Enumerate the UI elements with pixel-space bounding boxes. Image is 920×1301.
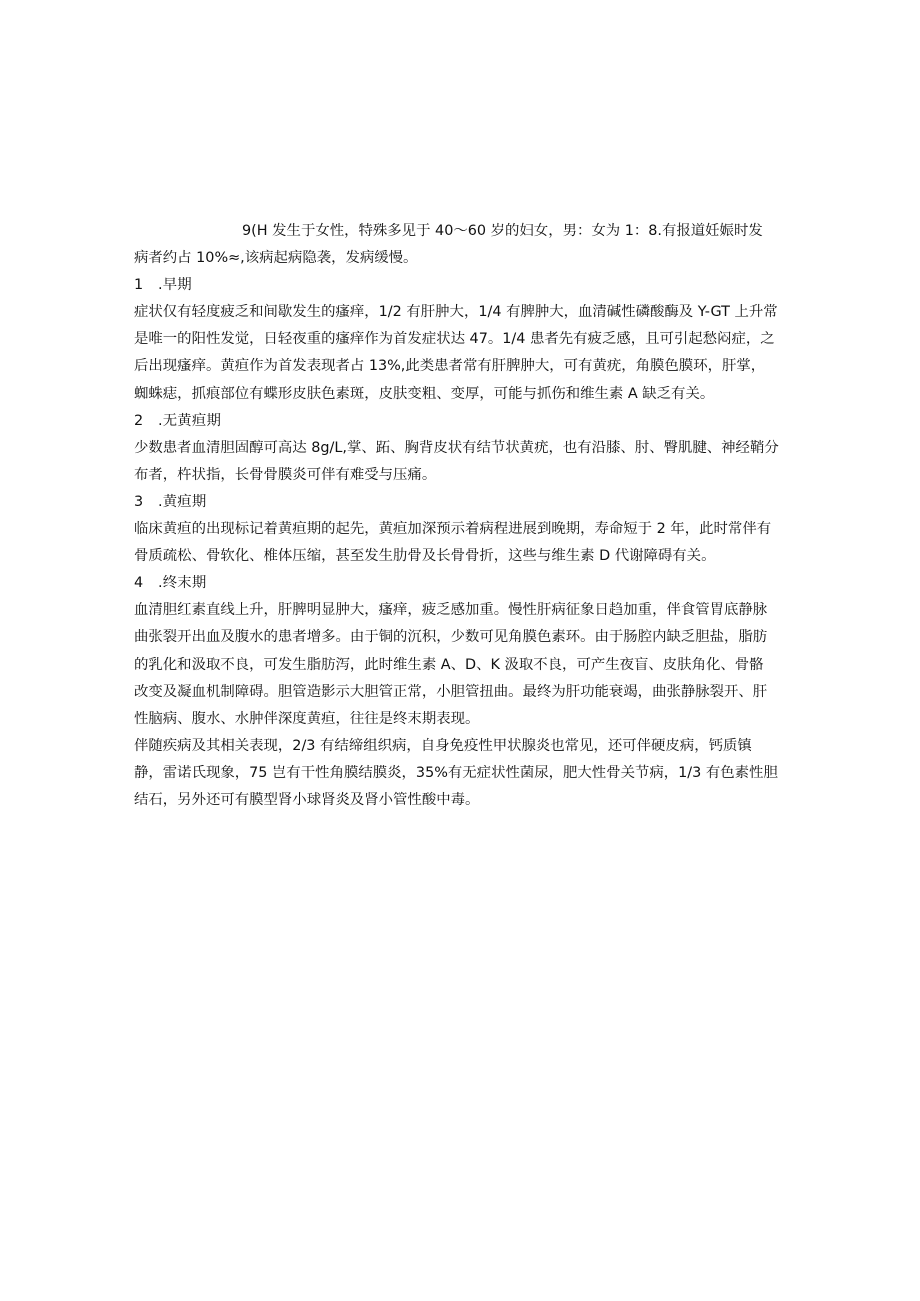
paragraph-line: 布者，杵状指，长骨骨膜炎可伴有难受与压痛。 xyxy=(134,466,437,483)
paragraph-line: 后出现瘙痒。黄疸作为首发表现者占 13%,此类患者常有肝脾肿大，可有黄疣，角膜色膜环，肝掌， xyxy=(134,358,766,375)
section-heading: 1 .早期 xyxy=(134,277,192,294)
paragraph-line: 改变及凝血机制障碍。胆管造影示大胆管正常，小胆管扭曲。最终为肝功能衰竭，曲张静脉裂开、肝 xyxy=(134,683,768,700)
paragraph-line: 曲张裂开出血及腹水的患者增多。由于铜的沉积，少数可见角膜色素环。由于肠腔内缺乏胆盐，脂肪 xyxy=(134,629,768,646)
paragraph-line: 的乳化和汲取不良，可发生脂肪泻，此时维生素 A、D、K 汲取不良，可产生夜盲、皮肤角化、骨骼 xyxy=(134,656,764,673)
paragraph-line: 病者约占 10%≈,该病起病隐袭，发病缓慢。 xyxy=(134,250,418,267)
section-heading: 4 .终末期 xyxy=(134,575,207,592)
paragraph-line: 静，雷诺氏现象，75 岂有干性角膜结膜炎，35%有无症状性菌尿，肥大性骨关节病，1/3 有色素性胆 xyxy=(134,764,778,781)
paragraph-line: 临床黄疸的出现标记着黄疸期的起先，黄疸加深预示着病程进展到晚期，寿命短于 2 年，此时常伴有 xyxy=(134,521,772,538)
paragraph-line: 伴随疾病及其相关表现，2/3 有结缔组织病，自身免疫性甲状腺炎也常见，还可伴硬皮病，钙质镇 xyxy=(134,737,752,754)
paragraph-line: 症状仅有轻度疲乏和间歇发生的瘙痒，1/2 有肝肿大，1/4 有脾肿大，血清碱性磷酸酶及 Y-GT 上升常 xyxy=(134,304,778,321)
document-body xyxy=(134,218,784,814)
section-heading: 2 .无黄疸期 xyxy=(134,412,222,429)
paragraph-line: 性脑病、腹水、水肿伴深度黄疸，往往是终末期表现。 xyxy=(134,710,480,727)
paragraph-line: 是唯一的阳性发觉，日轻夜重的瘙痒作为首发症状达 47。1/4 患者先有疲乏感，且可引起愁闷症，之 xyxy=(134,331,775,348)
paragraph-line: 蜘蛛痣，抓痕部位有蝶形皮肤色素斑，皮肤变粗、变厚，可能与抓伤和维生素 A 缺乏有关。 xyxy=(134,385,715,402)
paragraph-line: 血清胆红素直线上升，肝脾明显肿大，瘙痒，疲乏感加重。慢性肝病征象日趋加重，伴食管胃底静脉 xyxy=(134,602,768,619)
paragraph-line: 少数患者血清胆固醇可高达 8g/L,掌、跖、胸背皮状有结节状黄疣，也有沿膝、肘、臀肌腱、神经鞘分 xyxy=(134,439,779,456)
paragraph-line: 结石，另外还可有膜型肾小球肾炎及肾小管性酸中毒。 xyxy=(134,791,480,808)
paragraph-line: 9(H 发生于女性，特殊多见于 40～60 岁的妇女，男：女为 1：8.有报道妊娠时发 xyxy=(242,223,763,239)
section-heading: 3 .黄疸期 xyxy=(134,493,207,510)
paragraph-line: 骨质疏松、骨软化、椎体压缩，甚至发生肋骨及长骨骨折，这些与维生素 D 代谢障碍有关。 xyxy=(134,548,716,565)
